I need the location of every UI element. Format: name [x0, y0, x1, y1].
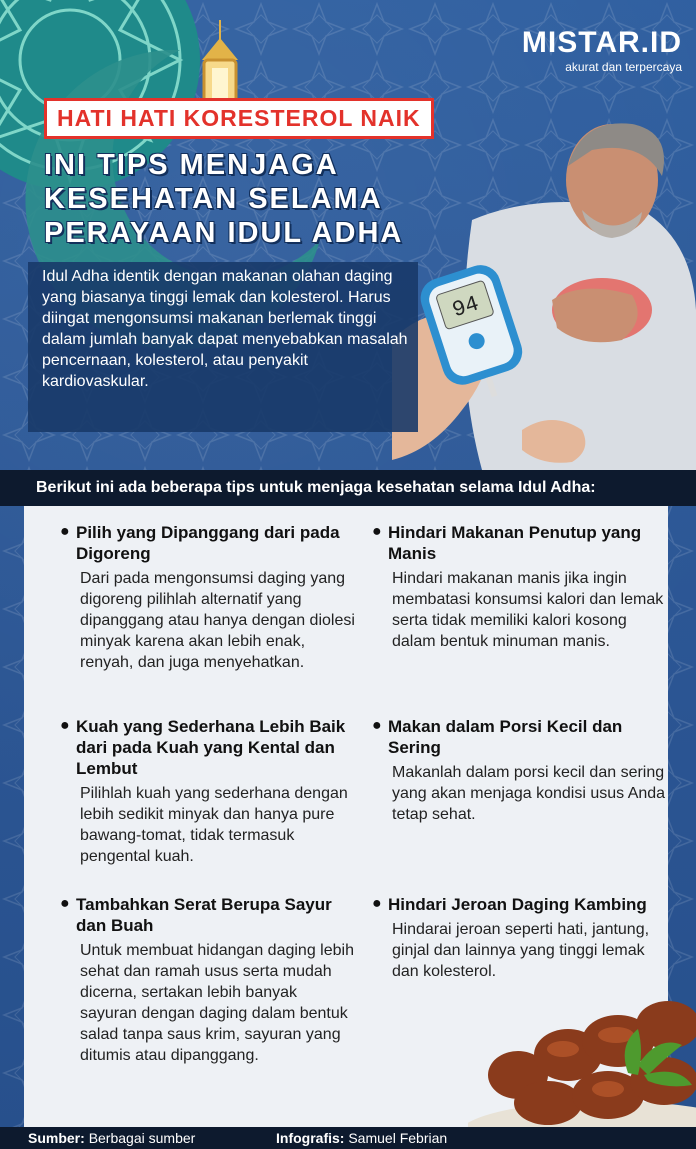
credit-label: Infografis: [276, 1130, 345, 1146]
intro-paragraph: Idul Adha identik dengan makanan olahan daging yang biasanya tinggi lemak dan kolesterol. Harus diingat mengonsumsi makanan berlemak tinggi dalam jumlah banyak dapat menyebabkan masalah pencernaan, kolesterol, atau penyakit kardiovaskular. [28, 262, 418, 432]
title-badge [44, 98, 434, 139]
bullet-icon: ● [372, 895, 382, 912]
tip-body: Untuk membuat hidangan daging lebih sehat dan ramah usus serta mudah dicerna, sertakan lebih banyak sayuran dengan daging dalam bentuk salad tanpa saus krim, sayuran yang ditumis atau dipanggang. [80, 942, 354, 1064]
tip-item [372, 894, 668, 982]
tip-title [372, 522, 668, 564]
tip-title [60, 522, 356, 564]
tips-header-strip [0, 470, 696, 506]
tip-title-text: Hindari Makanan Penutup yang Manis [388, 523, 642, 563]
source-label: Sumber: [28, 1130, 85, 1146]
infographic-credit [276, 1130, 447, 1146]
tip-body: Hindari makanan manis jika ingin membatasi konsumsi kalori dan lemak serta tidak memiliki kalori kosong dalam bentuk minuman manis. [392, 570, 664, 650]
bullet-icon: ● [60, 523, 70, 540]
bullet-icon: ● [372, 523, 382, 540]
credit-value: Samuel Febrian [348, 1130, 448, 1146]
tip-title-text: Hindari Jeroan Daging Kambing [388, 895, 647, 914]
bullet-icon: ● [60, 717, 70, 734]
footer-bar [0, 1127, 696, 1149]
headline-line: KESEHATAN SELAMA [44, 183, 383, 215]
grilled-meat-plate-image [468, 985, 696, 1149]
brand-name: MISTAR.ID [521, 26, 682, 59]
tips-header-text: Berikut ini ada beberapa tips untuk menjaga kesehatan selama Idul Adha: [36, 479, 596, 496]
tip-item [372, 522, 668, 652]
tip-body: Pilihlah kuah yang sederhana dengan lebih sedikit minyak dan hanya pure bawang-tomat, tidak termasuk pengental kuah. [80, 785, 348, 865]
headline-line: PERAYAAN IDUL ADHA [44, 217, 404, 249]
headline-line: INI TIPS MENJAGA [44, 149, 339, 181]
meter-reading: 94 [449, 291, 483, 324]
tip-title-text: Pilih yang Dipanggang dari pada Digoreng [76, 523, 340, 563]
tip-title-text: Kuah yang Sederhana Lebih Baik dari pada Kuah yang Kental dan Lembut [76, 717, 346, 778]
source-value: Berbagai sumber [88, 1130, 196, 1146]
tip-title [60, 894, 356, 936]
tip-title [372, 716, 668, 758]
tip-item [60, 716, 356, 867]
tip-title [60, 716, 356, 779]
title-badge-text: HATI HATI KORESTEROL NAIK [57, 105, 421, 131]
tip-item [372, 716, 668, 825]
brand-tagline: akurat dan terpercaya [565, 60, 682, 74]
tip-item [60, 522, 356, 673]
bullet-icon: ● [372, 717, 382, 734]
brand-logo [522, 28, 682, 74]
tip-title-text: Tambahkan Serat Berupa Sayur dan Buah [76, 895, 332, 935]
tip-title-text: Makan dalam Porsi Kecil dan Sering [388, 717, 623, 757]
man-with-glucometer-illustration [392, 110, 696, 470]
tip-title [372, 894, 668, 915]
tip-body: Dari pada mengonsumsi daging yang digoreng pilihlah alternatif yang dipanggang atau hanya dengan diolesi minyak karena akan lebih enak, renyah, dan juga menyehatkan. [80, 570, 355, 671]
tip-body: Hindarai jeroan seperti hati, jantung, ginjal dan lainnya yang tinggi lemak dan kolesterol. [392, 921, 650, 980]
bullet-icon: ● [60, 895, 70, 912]
tip-body: Makanlah dalam porsi kecil dan sering yang akan menjaga kondisi usus Anda tetap sehat. [392, 764, 666, 823]
source-credit [28, 1130, 195, 1146]
tip-item [60, 894, 356, 1066]
